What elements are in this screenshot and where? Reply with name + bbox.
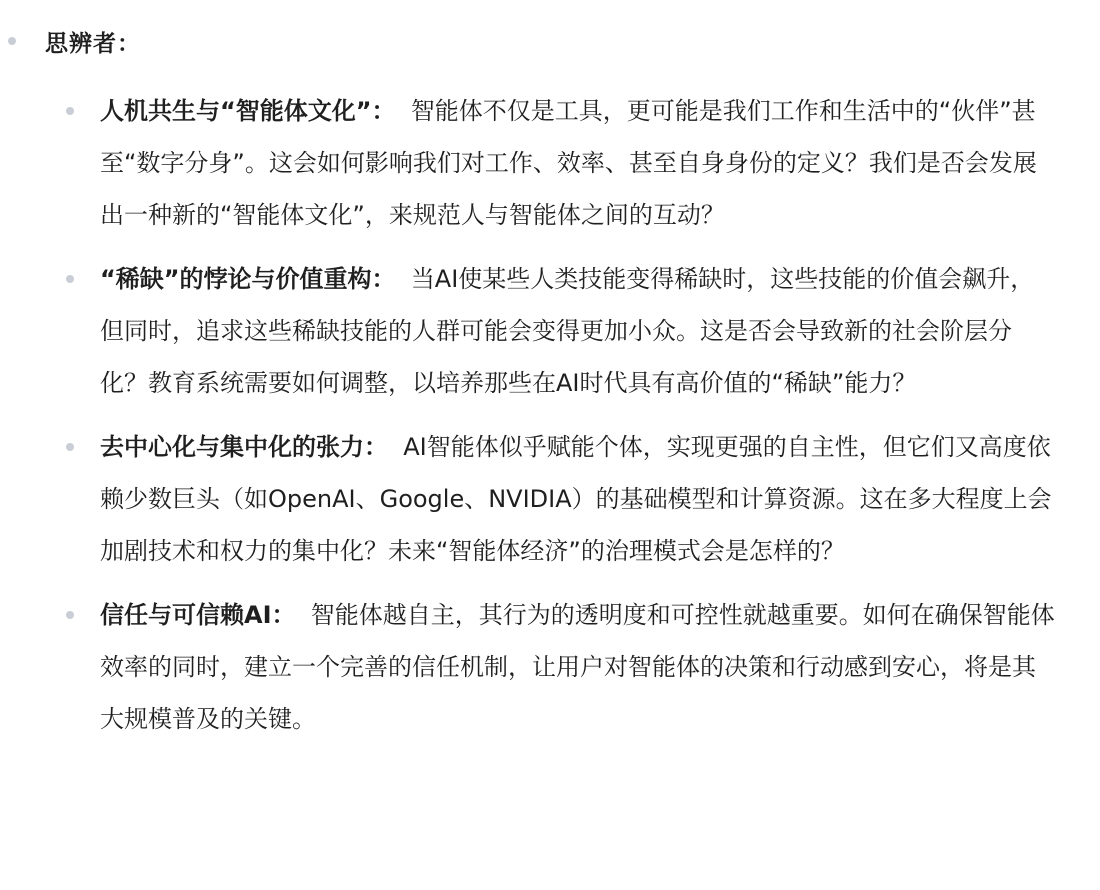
item-title: 人机共生与“智能体文化”： bbox=[100, 97, 396, 125]
discussion-list bbox=[0, 85, 1100, 757]
item-body: 智能体越自主，其行为的透明度和可控性就越重要。如何在确保智能体效率的同时，建立一个完善的信任机制，让用户对智能体的决策和行动感到安心，将是其大规模普及的关键。 bbox=[100, 601, 1055, 733]
item-body: 当AI使某些人类技能变得稀缺时，这些技能的价值会飙升，但同时，追求这些稀缺技能的人群可能会变得更加小众。这是否会导致新的社会阶层分化？教育系统需要如何调整，以培养那些在AI时代具有高价值的“稀缺”能力？ bbox=[100, 265, 1035, 397]
bullet-icon bbox=[66, 611, 74, 619]
item-title: “稀缺”的悖论与价值重构： bbox=[100, 265, 396, 293]
list-item-symbiosis bbox=[0, 85, 1100, 241]
item-title: 去中心化与集中化的张力： bbox=[100, 433, 388, 461]
thinker-heading-row bbox=[0, 20, 141, 62]
bullet-icon bbox=[66, 107, 74, 115]
thinker-heading: 思辨者： bbox=[45, 30, 141, 57]
list-item-scarcity bbox=[0, 253, 1100, 409]
bullet-icon bbox=[66, 443, 74, 451]
list-item-decentralization bbox=[0, 421, 1100, 577]
bullet-icon bbox=[8, 37, 16, 45]
item-title: 信任与可信赖AI： bbox=[100, 601, 296, 629]
bullet-icon bbox=[66, 275, 74, 283]
item-body: 智能体不仅是工具，更可能是我们工作和生活中的“伙伴”甚至“数字分身”。这会如何影响我们对工作、效率、甚至自身身份的定义？我们是否会发展出一种新的“智能体文化”，来规范人与智能体之间的互动？ bbox=[100, 97, 1037, 229]
item-body: AI智能体似乎赋能个体，实现更强的自主性，但它们又高度依赖少数巨头（如OpenAI、Google、NVIDIA）的基础模型和计算资源。这在多大程度上会加剧技术和权力的集中化？未来“智能体经济”的治理模式会是怎样的？ bbox=[100, 433, 1052, 565]
list-item-trust bbox=[0, 589, 1100, 745]
